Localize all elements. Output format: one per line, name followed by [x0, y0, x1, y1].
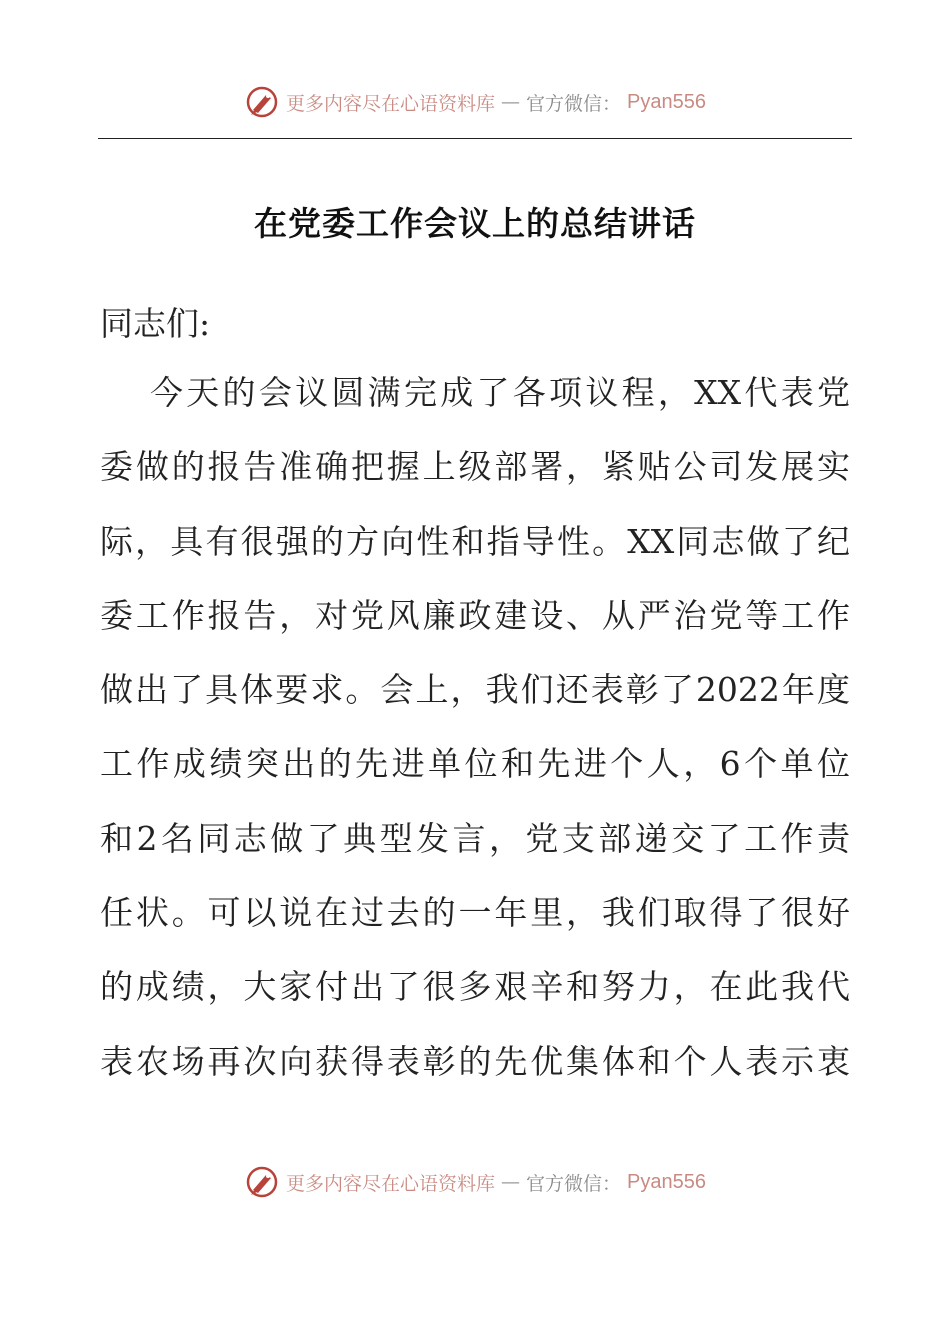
header-divider: [98, 138, 852, 139]
body-line: 做出了具体要求。会上，我们还表彰了2022年度: [100, 670, 850, 710]
body-line: 任状。可以说在过去的一年里，我们取得了很好: [100, 893, 850, 933]
footer-watermark-text: 更多内容尽在心语资料库: [286, 1172, 496, 1195]
document-title: 在党委工作会议上的总结讲话: [254, 204, 696, 243]
body-line: 委工作报告，对党风廉政建设、从严治党等工作: [100, 595, 850, 635]
body-line: 和2名同志做了典型发言，党支部递交了工作责: [100, 818, 850, 858]
footer-wechat-label: 官方微信：: [526, 1172, 622, 1195]
header-watermark-text: 更多内容尽在心语资料库: [286, 92, 496, 115]
header-watermark: [0, 82, 950, 122]
pen-nib-circle-icon: [244, 84, 280, 120]
body-line: 际，具有很强的方向性和指导性。XX同志做了纪: [100, 521, 850, 561]
body-line: 表农场再次向获得表彰的先优集体和个人表示衷: [100, 1041, 850, 1081]
footer-watermark-separator: —: [501, 1171, 521, 1193]
header-watermark-separator: —: [501, 91, 521, 113]
header-wechat-id: Pyan556: [627, 90, 706, 113]
footer-watermark: [0, 1162, 950, 1202]
body-text: [100, 356, 850, 1099]
body-line: 的成绩，大家付出了很多艰辛和努力，在此我代: [100, 967, 850, 1007]
footer-wechat-id: Pyan556: [627, 1170, 706, 1193]
body-line: 今天的会议圆满完成了各项议程，XX代表党: [150, 373, 850, 412]
body-line: 委做的报告准确把握上级部署，紧贴公司发展实: [100, 447, 850, 487]
pen-nib-circle-icon: [244, 1164, 280, 1200]
body-line: 工作成绩突出的先进单位和先进个人，6个单位: [100, 744, 850, 784]
salutation: 同志们:: [100, 304, 211, 343]
header-wechat-label: 官方微信：: [526, 92, 622, 115]
